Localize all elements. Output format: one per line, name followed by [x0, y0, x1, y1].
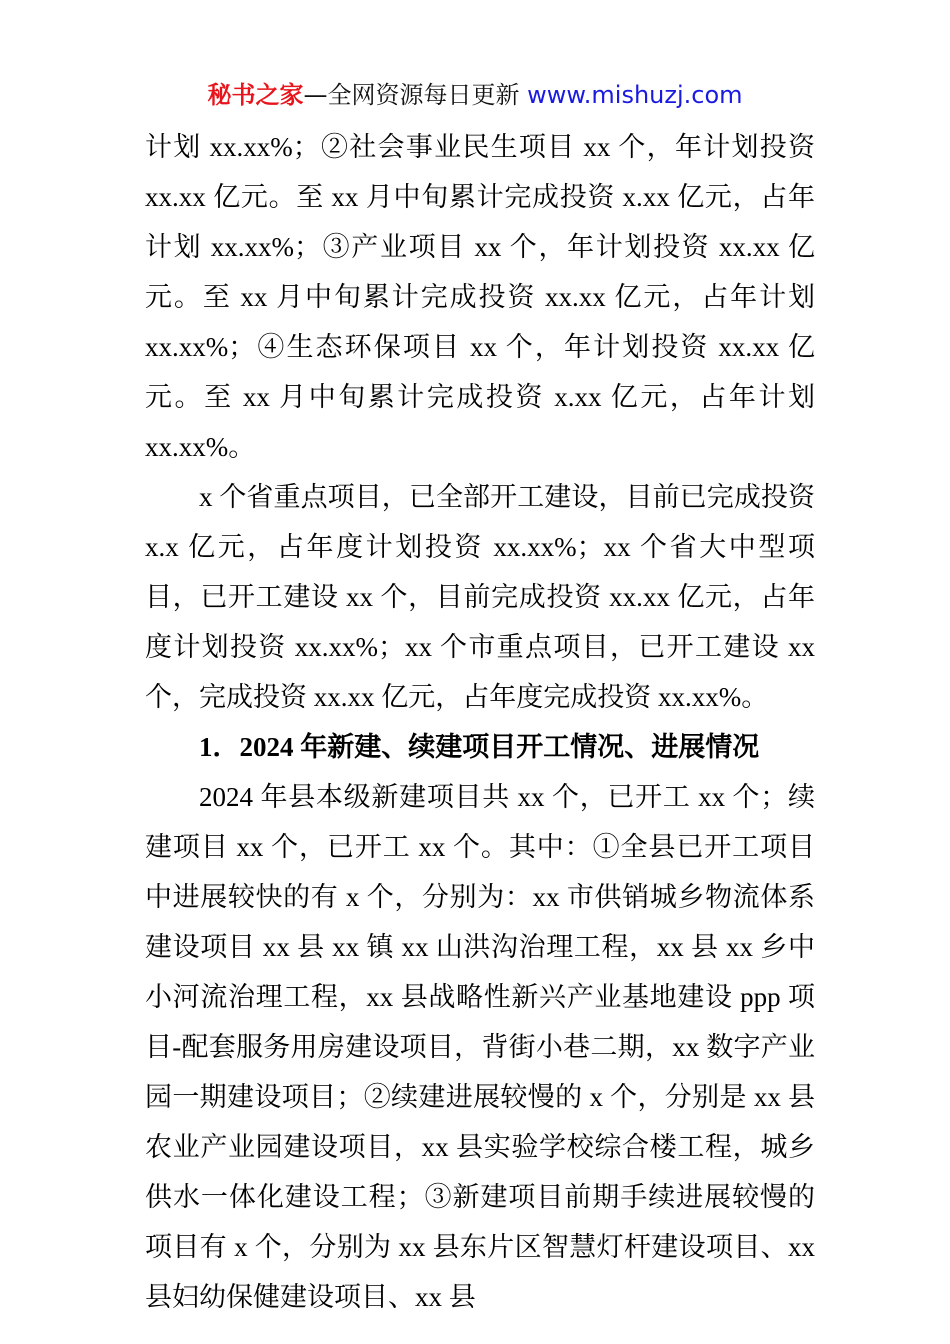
paragraph-key-projects: x 个省重点项目，已全部开工建设，目前已完成投资 x.x 亿元，占年度计划投资 xx.xx%；xx 个省大中型项目，已开工建设 xx 个，目前完成投资 xx.xx 亿元，占年度计划投资 xx.xx%；xx 个市重点项目，已开工建设 xx 个，完成投资 xx.xx 亿元，占年度完成投资 xx.xx%。	[145, 482, 815, 712]
paragraph-investment-plan: 计划 xx.xx%；②社会事业民生项目 xx 个，年计划投资 xx.xx 亿元。至 xx 月中旬累计完成投资 x.xx 亿元，占年计划 xx.xx%；③产业项目 xx 个，年计划投资 xx.xx 亿元。至 xx 月中旬累计完成投资 xx.xx 亿元，占年计划 xx.xx%；④生态环保项目 xx 个，年计划投资 xx.xx 亿元。至 xx 月中旬累计完成投资 x.xx 亿元，占年计划 xx.xx%。	[145, 132, 815, 462]
site-brand: 秘书之家	[207, 81, 304, 109]
section-heading: 1．2024 年新建、续建项目开工情况、进展情况	[199, 732, 760, 762]
site-url-link[interactable]: www.mishuzj.com	[527, 81, 743, 109]
document-body	[145, 122, 815, 1322]
site-tagline: —全网资源每日更新	[303, 81, 528, 109]
site-header	[0, 78, 950, 112]
paragraph-project-progress: 2024 年县本级新建项目共 xx 个，已开工 xx 个；续建项目 xx 个，已开工 xx 个。其中：①全县已开工项目中进展较快的有 x 个，分别为：xx 市供销城乡物流体系建设项目 xx 县 xx 镇 xx 山洪沟治理工程，xx 县 xx 乡中小河流治理工程，xx 县战略性新兴产业基地建设 ppp 项目-配套服务用房建设项目，背街小巷二期，xx 数字产业园一期建设项目；②续建进展较慢的 x 个，分别是 xx 县农业产业园建设项目，xx 县实验学校综合楼工程，城乡供水一体化建设工程；③新建项目前期手续进展较慢的项目有 x 个，分别为 xx 县东片区智慧灯杆建设项目、xx 县妇幼保健建设项目、xx 县	[145, 782, 815, 1312]
